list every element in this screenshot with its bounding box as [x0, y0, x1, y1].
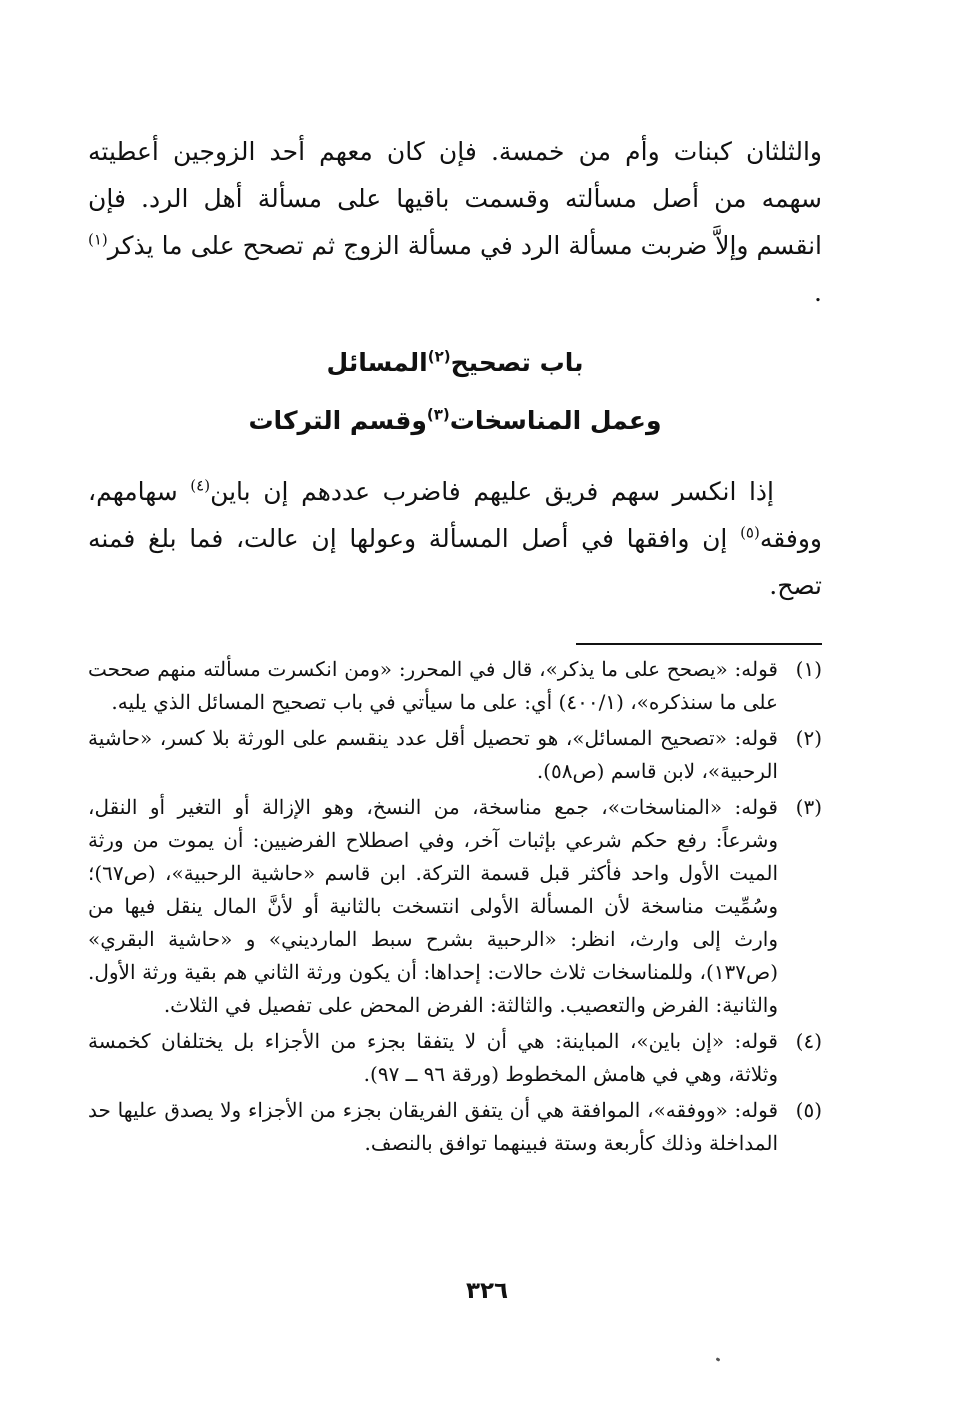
- page-content: [88, 128, 822, 1163]
- footnote-text: قوله: «المناسخات»، جمع مناسخة، من النسخ، وهو الإزالة أو التغير أو النقل، وشرعاً: رفع حكم شرعي بإثبات آخر، وفي اصطلاح الفرضيين: أن يموت من ورثة الميت الأول واحد فأكثر قبل قسمة التركة. ابن قاسم «حاشية الرحبية»، (ص٦٧)؛ وسُمِّيت مناسخة لأن المسألة الأولى انتسخت بالثانية أو لأنَّ المال ينقل فيها من وارث إلى وارث، انظر: «الرحبية بشرح سبط المارديني» و «حاشية البقري» (ص١٣٧)، وللمناسخات ثلاث حالات: إحداها: أن يكون ورثة الثاني هم بقية ورثة الأول. والثانية: الفرض والتعصيب. والثالثة: الفرض المحض على تفصيل في الثلاث.: [88, 795, 778, 1017]
- chapter-heading: [88, 334, 822, 450]
- heading-1-text-1: باب تصحيح: [450, 348, 584, 377]
- footnote-number: (٤): [795, 1029, 822, 1053]
- footnote-number: (٢): [795, 726, 822, 750]
- footnote-ref-2: (٢): [427, 347, 451, 366]
- footnote-text: قوله: «يصحح على ما يذكر»، قال في المحرر: «ومن انكسرت مسألته منهم صححت على ما سنذكره»، (٤٠٠/١) أي: على ما سيأتي في باب تصحيح المسائل الذي يليه.: [88, 657, 778, 714]
- footnote-separator: [576, 643, 822, 645]
- footnote-text: قوله: «ووفقه»، الموافقة هي أن يتفق الفريقان بجزء من الأجزاء ولا يصدق عليها حد المداخلة وذلك كأربعة وستة فبينهما توافق بالنصف.: [88, 1098, 778, 1155]
- body-paragraph-2: [88, 468, 822, 609]
- scan-speck: [716, 1357, 721, 1362]
- footnote-text: قوله: «تصحيح المسائل»، هو تحصيل أقل عدد ينقسم على الورثة بلا كسر، «حاشية الرحبية»، لابن قاسم (ص٥٨).: [88, 726, 778, 783]
- footnote-1: [88, 653, 822, 719]
- footnote-number: (٥): [795, 1098, 822, 1122]
- footnote-3: [88, 791, 822, 1022]
- footnote-5: [88, 1094, 822, 1160]
- footnote-ref-5: (٥): [740, 523, 760, 542]
- footnote-number: (٣): [795, 795, 822, 819]
- footnote-ref-4: (٤): [190, 476, 211, 495]
- paragraph-1-text-2: .: [814, 278, 822, 307]
- footnote-text: قوله: «إن باين»، المباينة: هي أن لا يتفقا بجزء من الأجزاء بل يختلفان كخمسة وثلاثة، وهي في هامش المخطوط (ورقة ٩٦ ــ ٩٧).: [88, 1029, 778, 1086]
- footnote-ref-3: (٣): [426, 405, 450, 424]
- page-number: ٣٢٦: [465, 1278, 509, 1304]
- footnotes-list: [88, 653, 822, 1160]
- footnote-ref-1: (١): [88, 230, 108, 249]
- body-paragraph-1: [88, 128, 822, 316]
- paragraph-2-text-1: إذا انكسر سهم فريق عليهم فاضرب عددهم إن باين: [210, 477, 775, 506]
- footnote-number: (١): [795, 657, 822, 681]
- paragraph-2-text-3: إن وافقها في أصل المسألة وعولها إن عالت، فما بلغ فمنه تصح.: [88, 524, 822, 600]
- paragraph-1-text-1: والثلثان كبنات وأم من خمسة. فإن كان معهم أحد الزوجين أعطيته سهمه من أصل مسألته وقسمت باقيها على مسألة أهل الرد. فإن انقسم وإلاَّ ضربت مسألة الرد في مسألة الزوج ثم تصحح على ما يذكر: [88, 137, 822, 260]
- heading-1-text-2: المسائل: [326, 348, 428, 377]
- heading-2-text-1: وعمل المناسخات: [449, 406, 662, 435]
- heading-2-text-2: وقسم التركات: [248, 406, 427, 435]
- footnote-4: [88, 1025, 822, 1091]
- paragraph-2-text-2: سهامهم، ووفقه: [88, 477, 822, 553]
- footnote-2: [88, 722, 822, 788]
- chapter-heading-line-2: [88, 392, 822, 450]
- chapter-heading-line-1: [88, 334, 822, 392]
